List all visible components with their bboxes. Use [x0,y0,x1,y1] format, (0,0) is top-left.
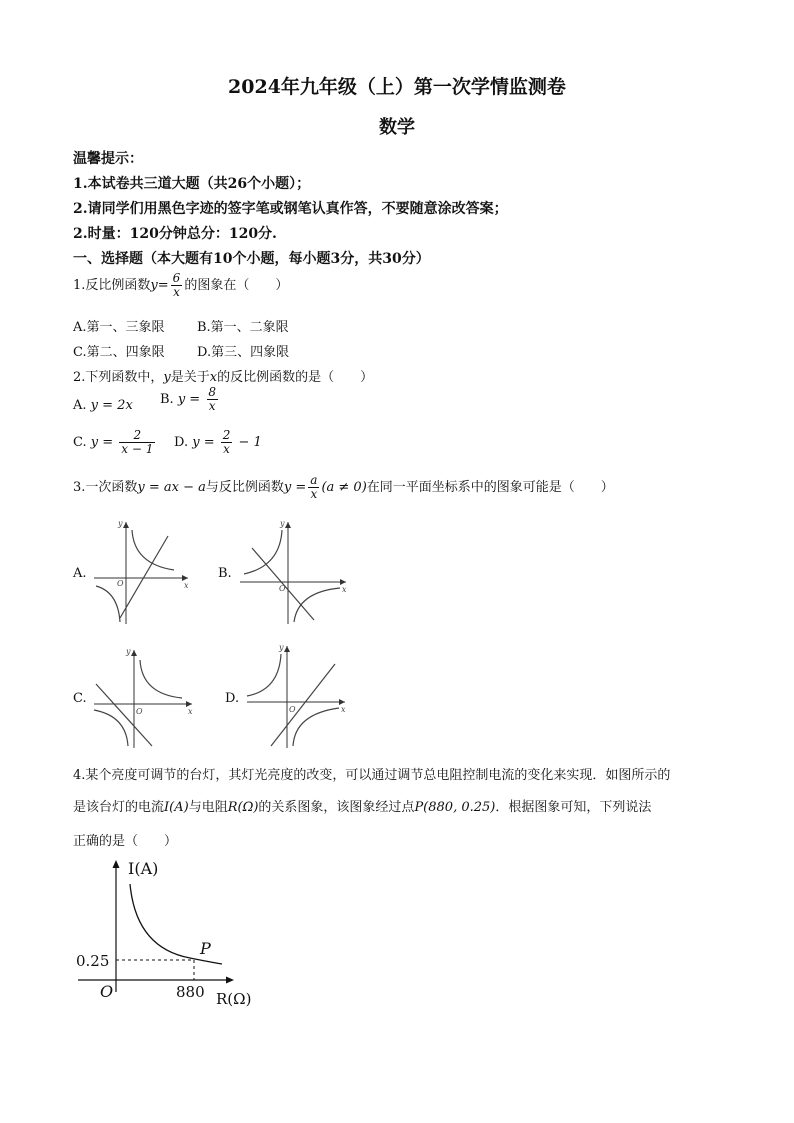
y-axis-label: y [280,519,285,528]
q2-option-d [174,429,262,456]
hyperbola-branch-1 [140,660,182,698]
q2-a-label: A. [73,398,87,413]
linear-line [252,548,314,620]
q1-y: y [150,278,158,294]
q2-c-fraction [119,429,155,456]
q4-point: P(880, 0.25) [414,800,496,815]
linear-line [271,664,335,746]
q2-c-num: 2 [133,428,142,442]
page-title: 2024年九年级（上）第一次学情监测卷 [228,76,566,98]
origin-label: O [100,982,114,1001]
origin-label: O [117,579,124,588]
hyperbola-branch-2 [96,586,120,622]
x-axis-label: x [184,581,189,590]
q1-option-d: D.第三、四象限 [197,345,290,360]
q2-option-b [160,386,220,413]
q3-suffix: 在同一平面坐标系中的图象可能是（ ） [366,480,614,496]
q1-suffix: 的图象在（ ） [184,278,289,294]
q3-graph-a [90,516,195,628]
y-arrow [113,860,120,868]
q2-c-label: C. [73,435,87,451]
q2-prefix: 2.下列函数中， [73,370,164,385]
q4-graph [70,852,270,1008]
question-4-line-3: 正确的是（ ） [73,834,178,849]
point-p-label: P [200,939,211,958]
q2-d-den: x [223,442,230,457]
y-axis-label: I(A) [128,859,159,878]
notice-item-2: 2.请同学们用黑色字迹的签字笔或钢笔认真作答，不要随意涂改答案； [73,201,508,217]
q2-b-fraction [206,386,218,413]
q2-b-label: B. [160,392,174,408]
q1-num: 6 [172,271,181,285]
hyperbola-branch-2 [293,708,339,746]
q2-mid: 是关于 [170,370,210,385]
q3-label-d: D. [225,691,240,706]
q1-option-b: B.第一、二象限 [197,320,289,335]
y-arrow [123,522,129,528]
q4-line2c: 的关系图象，该图象经过点 [258,800,415,815]
x-tick-label: 880 [176,983,205,1001]
y-tick-label: 0.25 [76,952,110,970]
x-arrow [226,977,234,984]
origin-label: O [279,584,286,593]
origin-label: O [289,705,296,714]
q2-d-label: D. [174,435,189,451]
q3-prefix: 3.一次函数 [73,480,138,496]
q3-lhs: y = [283,480,307,496]
q4-current: I(A) [164,800,189,815]
x-axis-label: x [342,585,347,594]
q3-num: a [310,473,318,487]
section-heading: 一、选择题（本大题有10个小题，每小题3分，共30分） [73,251,430,267]
q3-mid: 与反比例函数 [205,480,284,496]
q3-fraction [308,474,319,501]
q1-option-c: C.第二、四象限 [73,345,165,360]
linear-line [120,536,168,618]
question-2 [73,366,373,385]
q2-b-den: x [208,399,216,414]
question-4-line-2 [73,796,651,815]
hyperbola-branch-1 [247,654,281,696]
q2-d-lhs: y = [192,435,215,451]
subject-title: 数学 [379,117,415,138]
q1-eq: = [157,278,169,294]
q4-line2a: 是该台灯的电流 [73,800,165,815]
y-arrow [284,646,290,652]
x-axis-label: R(Ω) [216,990,252,1008]
notice-item-1: 1.本试卷共三道大题（共26个小题）； [73,176,311,192]
question-3 [73,474,614,501]
y-axis-label: y [118,519,123,528]
q3-cond: (a ≠ 0) [321,480,367,496]
q1-fraction [171,272,183,299]
q2-c-den: x − 1 [121,442,154,457]
q3-graph-b [236,516,354,628]
q1-den: x [173,285,180,300]
y-axis-label: y [279,643,284,652]
question-1 [73,272,288,299]
q3-graph-c [90,644,198,752]
hyperbola-branch-1 [244,530,282,574]
q3-linear: y = ax − a [137,480,206,496]
q2-d-num: 2 [222,428,231,442]
q3-label-b: B. [218,566,232,581]
notice-heading: 温馨提示： [73,151,143,167]
q4-line2d: ．根据图象可知，下列说法 [495,800,652,815]
q2-a-expr: y = 2x [90,398,133,413]
origin-label: O [136,707,143,716]
q2-d-fraction [221,429,233,456]
q3-label-a: A. [73,566,87,581]
q2-d-tail: − 1 [238,435,262,451]
q2-c-lhs: y = [90,435,114,451]
q3-den: x [310,487,318,502]
q2-b-lhs: y = [177,392,201,408]
q4-resistance: R(Ω) [227,800,259,815]
hyperbola-branch-2 [94,710,128,746]
y-arrow [131,650,137,656]
question-4-line-1: 4.某个亮度可调节的台灯，其灯光亮度的改变，可以通过调节总电阻控制电流的变化来实现．如图所示的 [73,768,671,783]
q2-y: y [163,370,171,385]
y-arrow [285,522,291,528]
q2-suffix: 的反比例函数的是（ ） [217,370,374,385]
x-axis-label: x [188,707,193,716]
notice-item-3: 2.时量：120分钟总分：120分. [73,226,277,242]
q3-label-c: C. [73,691,87,706]
q2-option-c [73,429,157,456]
y-axis-label: y [126,647,131,656]
q2-b-num: 8 [208,385,216,399]
q1-option-a: A.第一、三象限 [73,320,165,335]
q2-x: x [209,370,218,385]
q1-prefix: 1.反比例函数 [73,278,151,294]
q3-graph-d [243,640,351,752]
q2-option-a [73,398,133,413]
linear-line [96,684,152,746]
x-axis-label: x [341,705,346,714]
q4-line2b: 与电阻 [188,800,228,815]
